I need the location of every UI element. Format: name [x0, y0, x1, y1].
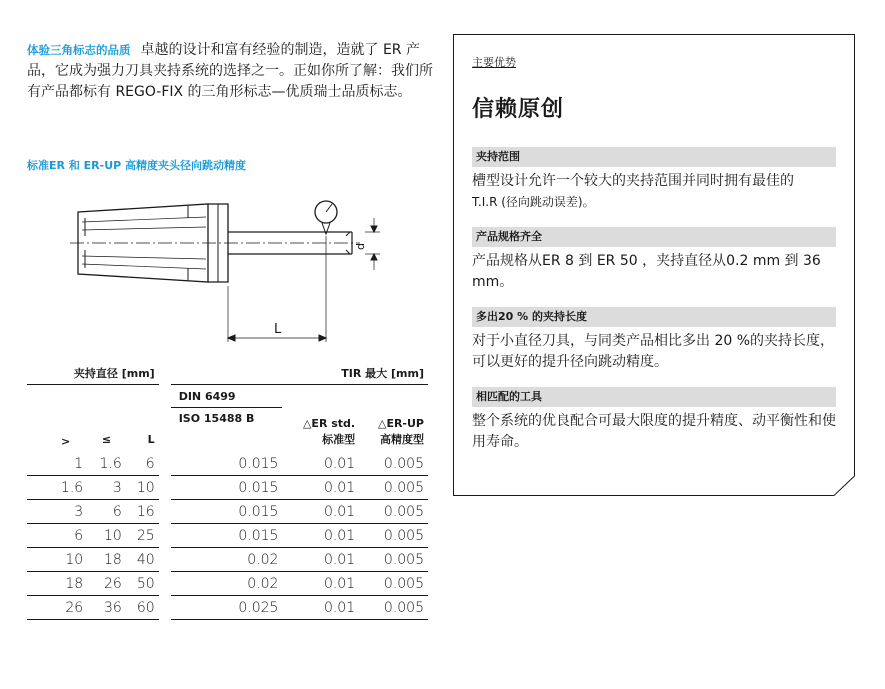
cell-iso: 0.025 — [171, 596, 283, 620]
cell-up: 0.005 — [359, 476, 428, 500]
cell-up: 0.005 — [359, 572, 428, 596]
intro-highlight: 体验三角标志的品质 — [27, 43, 131, 57]
section-heading: 相匹配的工具 — [472, 387, 836, 407]
header-clamp-diameter: 夹持直径 [mm] — [27, 362, 159, 385]
cell-L: 6 — [126, 452, 159, 476]
section-heading: 多出20 % 的夹持长度 — [472, 307, 836, 327]
cell-gt: 1 — [27, 452, 87, 476]
table-row — [27, 500, 428, 524]
cell-L: 40 — [126, 548, 159, 572]
cell-le: 18 — [87, 548, 126, 572]
header-gt: > — [61, 435, 71, 448]
table-row — [27, 476, 428, 500]
table-row — [27, 524, 428, 548]
cell-up: 0.005 — [359, 524, 428, 548]
cell-iso: 0.015 — [171, 476, 283, 500]
cell-gt: 3 — [27, 500, 87, 524]
cell-std: 0.01 — [282, 548, 359, 572]
table-row — [27, 596, 428, 620]
table-header-row-1 — [27, 362, 428, 385]
header-L: L — [147, 433, 155, 446]
cell-std: 0.01 — [282, 596, 359, 620]
section-text: 对于小直径刀具，与同类产品相比多出 20 %的夹持长度，可以更好的提升径向跳动精度。 — [472, 333, 835, 370]
diagram-label-d: d — [354, 243, 367, 250]
cell-iso: 0.02 — [171, 548, 283, 572]
cell-iso: 0.015 — [171, 524, 283, 548]
cell-gt: 1.6 — [27, 476, 87, 500]
header-le: ≤ — [101, 433, 112, 446]
cell-L: 60 — [126, 596, 159, 620]
section-text: 整个系统的优良配合可最大限度的提升精度、动平衡性和使用寿命。 — [472, 413, 836, 450]
cell-le: 6 — [87, 500, 126, 524]
tir-table — [27, 362, 428, 620]
cell-std: 0.01 — [282, 476, 359, 500]
cell-std: 0.01 — [282, 524, 359, 548]
cell-iso: 0.015 — [171, 452, 283, 476]
cell-le: 26 — [87, 572, 126, 596]
cell-iso: 0.02 — [171, 572, 283, 596]
cell-le: 3 — [87, 476, 126, 500]
header-din: DIN 6499 — [171, 385, 283, 408]
cell-gt: 6 — [27, 524, 87, 548]
cell-le: 36 — [87, 596, 126, 620]
cell-L: 50 — [126, 572, 159, 596]
cell-std: 0.01 — [282, 500, 359, 524]
cell-gt: 10 — [27, 548, 87, 572]
advantages-panel — [453, 34, 855, 496]
cell-up: 0.005 — [359, 500, 428, 524]
section-text: 槽型设计允许一个较大的夹持范围并同时拥有最佳的 T.I.R (径向跳动误差)。 — [472, 173, 794, 209]
cell-up: 0.005 — [359, 452, 428, 476]
cell-gt: 26 — [27, 596, 87, 620]
table-row — [27, 572, 428, 596]
cell-le: 10 — [87, 524, 126, 548]
header-er-std: △ER std. 标准型 — [302, 417, 356, 446]
diagram-heading: 标准ER 和 ER-UP 高精度夹头径向跳动精度 — [27, 159, 247, 172]
table-header-row-2 — [27, 385, 428, 408]
cell-up: 0.005 — [359, 596, 428, 620]
header-iso: ISO 15488 B — [178, 412, 255, 425]
cell-gt: 18 — [27, 572, 87, 596]
cell-iso: 0.015 — [171, 500, 283, 524]
panel-label: 主要优势 — [472, 56, 516, 69]
cell-le: 1.6 — [87, 452, 126, 476]
intro-paragraph — [27, 40, 437, 103]
cell-L: 16 — [126, 500, 159, 524]
panel-title: 信赖原创 — [472, 97, 565, 122]
section-text: 产品规格从ER 8 到 ER 50 ，夹持直径从0.2 mm 到 36 mm。 — [472, 253, 821, 290]
collet-runout-diagram — [60, 190, 390, 350]
table-row — [27, 548, 428, 572]
cell-std: 0.01 — [282, 572, 359, 596]
intro-block — [27, 40, 437, 103]
cell-L: 10 — [126, 476, 159, 500]
cell-L: 25 — [126, 524, 159, 548]
table-row — [27, 452, 428, 476]
intro-text: 卓越的设计和富有经验的制造，造就了 ER 产品，它成为强力刀具夹持系统的选择之一。正如你所了解：我们所有产品都标有 REGO-FIX 的三角形标志—优质瑞士品质标志。 — [27, 42, 433, 100]
cell-std: 0.01 — [282, 452, 359, 476]
header-er-up: △ER-UP 高精度型 — [377, 417, 424, 446]
cell-up: 0.005 — [359, 548, 428, 572]
section-heading: 夹持范围 — [472, 147, 836, 167]
section-heading: 产品规格齐全 — [472, 227, 836, 247]
diagram-label-L: L — [274, 322, 282, 337]
table-header-row-3 — [27, 408, 428, 453]
header-tir-max: TIR 最大 [mm] — [171, 362, 428, 385]
